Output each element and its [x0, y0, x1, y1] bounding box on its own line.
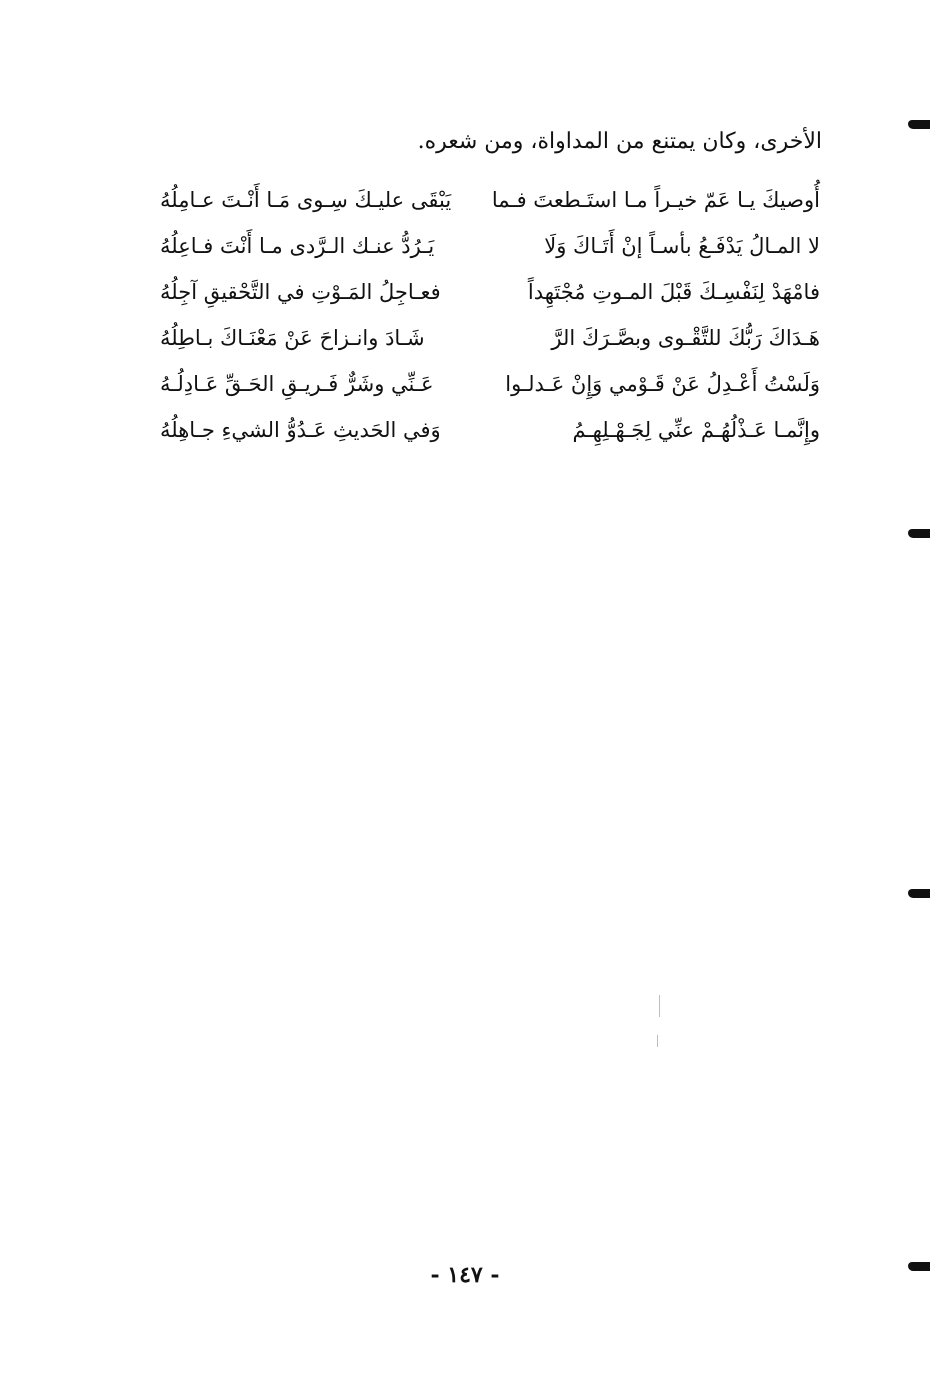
verse-first-hemistich: هَـدَاكَ رَبُّكَ للتَّقْـوى وبصَّـرَكَ الرَّ: [551, 326, 820, 350]
verse-first-hemistich: فامْهَدْ لِنَفْسِـكَ قَبْلَ المـوتِ مُجْتَهِداً: [527, 280, 820, 304]
scan-speck: [657, 1035, 658, 1047]
verse: [160, 223, 820, 269]
verse-second-hemistich: شَـادَ وانـزاحَ عَنْ مَعْنَـاكَ بـاطِلُهُ: [160, 326, 425, 350]
verse: [160, 177, 820, 223]
verse-second-hemistich: فعـاجِلُ المَـوْتِ في التَّحْقيقِ آجِلُهُ: [160, 280, 441, 304]
verse: [160, 407, 820, 453]
verse-first-hemistich: لا المـالُ يَدْفَـعُ بأسـاً إنْ أَتَـاكَ وَلَا: [544, 234, 820, 258]
verse-second-hemistich: يَـرُدُّ عنـك الـرَّدى مـا أَنْتَ فـاعِلُهُ: [160, 234, 435, 258]
verse-second-hemistich: يَبْقَى عليـكَ سِـوى مَـا أَنْـتَ عـامِلُهُ: [160, 188, 452, 212]
intro-line: الأخرى، وكان يمتنع من المداواة، ومن شعره.: [417, 129, 822, 154]
verse-first-hemistich: وَلَسْتُ أَعْـدِلُ عَنْ قَـوْمي وَإِنْ عَـدلـوا: [505, 372, 820, 396]
verse-first-hemistich: وإِنَّمـا عَـذْلُهُـمْ عنِّي لِجَـهْـلِهِـمُ: [572, 418, 820, 442]
verse-second-hemistich: وَفي الحَديثِ عَـدُوُّ الشيءِ جـاهِلُهُ: [160, 418, 441, 442]
scan-speck: [659, 995, 660, 1017]
page-edge-mark: [908, 529, 930, 538]
page-edge-mark: [908, 120, 930, 129]
verse-first-hemistich: أُوصيكَ يـا عَمّ خيـراً مـا استَـطعتَ فـما: [491, 188, 820, 212]
verse: [160, 315, 820, 361]
page-edge-mark: [908, 889, 930, 898]
verse: [160, 361, 820, 407]
page-number: - ١٤٧ -: [430, 1262, 500, 1288]
verse: [160, 269, 820, 315]
poem: [160, 177, 820, 453]
verse-second-hemistich: عَـنِّي وشَرٌّ فَـريـقِ الحَـقِّ عَـادِلُـهُ: [160, 372, 434, 396]
